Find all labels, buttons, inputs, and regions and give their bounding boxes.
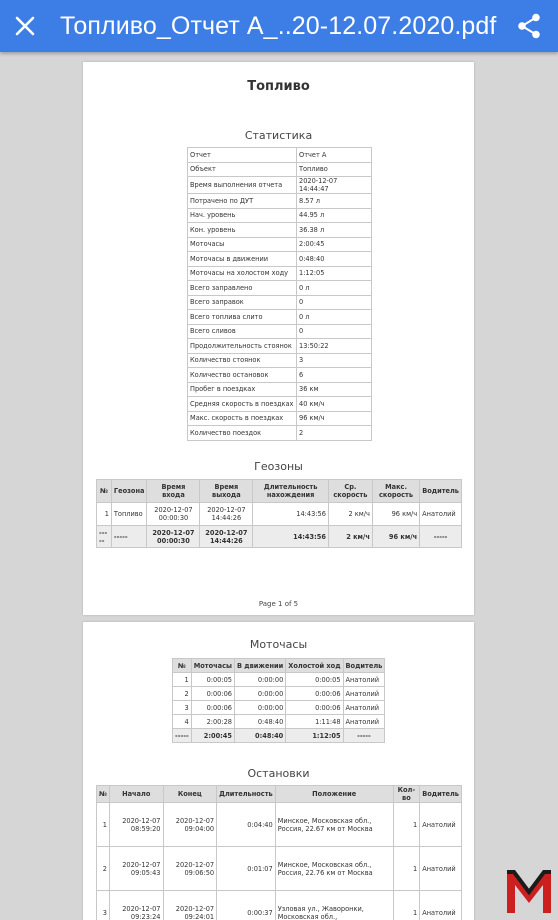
stops-header-cell: Начало: [109, 786, 163, 803]
stats-key: Всего сливов: [188, 324, 297, 339]
moto-cell: 4: [173, 715, 192, 729]
moto-cell: 0:48:40: [234, 715, 285, 729]
geo-cell: 14:43:56: [253, 503, 329, 526]
stats-value: Отчет А: [297, 148, 372, 163]
stats-key: Продолжительность стоянок: [188, 339, 297, 354]
moto-cell: 0:00:06: [191, 687, 234, 701]
stats-key: Всего топлива слито: [188, 310, 297, 325]
moto-cell: 0:00:00: [234, 673, 285, 687]
moto-cell: 2:00:28: [191, 715, 234, 729]
stops-cell: 0:00:37: [217, 891, 276, 920]
stats-value: 2: [297, 426, 372, 441]
stats-value: 0 л: [297, 310, 372, 325]
stats-value: 13:50:22: [297, 339, 372, 354]
stats-key: Отчет: [188, 148, 297, 163]
stops-cell: Минское, Московская обл., Россия, 22.67 км от Москва: [275, 803, 393, 847]
stats-key: Объект: [188, 162, 297, 177]
statistics-table: [187, 147, 372, 441]
moto-cell: 0:00:05: [286, 673, 343, 687]
table-row: [97, 803, 462, 847]
section-title-geozones: Геозоны: [254, 460, 303, 473]
stats-key: Пробег в поездках: [188, 382, 297, 397]
stats-row: [188, 411, 372, 426]
stats-row: [188, 324, 372, 339]
stops-header-cell: Конец: [163, 786, 217, 803]
section-title-stops: Остановки: [247, 767, 310, 780]
moto-cell: Анатолий: [343, 687, 385, 701]
pdf-page-2: [83, 622, 474, 920]
table-row: [173, 673, 385, 687]
stats-row: [188, 266, 372, 281]
stats-value: 96 км/ч: [297, 411, 372, 426]
geozones-table: [96, 479, 462, 548]
stops-header-cell: Длительность: [217, 786, 276, 803]
stats-key: Всего заправлено: [188, 281, 297, 296]
table-row: [173, 687, 385, 701]
geo-header-cell: №: [97, 480, 112, 503]
stats-value: 40 км/ч: [297, 397, 372, 412]
stats-row: [188, 426, 372, 441]
stats-value: 0 л: [297, 281, 372, 296]
geo-cell: Топливо: [111, 503, 147, 526]
geo-cell: 96 км/ч: [372, 503, 419, 526]
moto-header-cell: Холостой ход: [286, 659, 343, 673]
table-row: [173, 701, 385, 715]
stats-row: [188, 223, 372, 238]
geo-total-cell: -----: [420, 526, 462, 548]
pdf-viewer[interactable]: [0, 52, 558, 920]
document-title: Топливо_Отчет А_..20-12.07.2020.pdf: [60, 11, 497, 40]
moto-header-cell: В движении: [234, 659, 285, 673]
section-title-statistics: Статистика: [244, 129, 313, 142]
table-total-row: [173, 729, 385, 743]
doc-title: Топливо: [247, 79, 310, 94]
geo-header-cell: Ср. скорость: [328, 480, 372, 503]
stops-cell: Узловая ул., Жаворонки, Московская обл.,: [275, 891, 393, 920]
stats-key: Моточасы в движении: [188, 252, 297, 267]
geo-total-cell: 2 км/ч: [328, 526, 372, 548]
stops-cell: 1: [97, 803, 110, 847]
share-icon: [517, 13, 541, 39]
stats-row: [188, 353, 372, 368]
stops-header-cell: Водитель: [420, 786, 462, 803]
geo-total-cell: 14:43:56: [253, 526, 329, 548]
stats-row: [188, 295, 372, 310]
moto-cell: 0:00:00: [234, 687, 285, 701]
stats-row: [188, 382, 372, 397]
stops-cell: 2020-12-07 09:05:43: [109, 847, 163, 891]
moto-total-cell: -----: [343, 729, 385, 743]
moto-total-cell: 1:12:05: [286, 729, 343, 743]
stats-key: Всего заправок: [188, 295, 297, 310]
stops-cell: 2020-12-07 09:04:00: [163, 803, 217, 847]
stats-value: 0: [297, 295, 372, 310]
stats-value: 6: [297, 368, 372, 383]
stats-value: 2020-12-07 14:44:47: [297, 177, 372, 194]
moto-cell: Анатолий: [343, 715, 385, 729]
moto-cell: 0:00:06: [191, 701, 234, 715]
page-footer: Page 1 of 5: [258, 600, 299, 608]
stats-row: [188, 310, 372, 325]
stats-row: [188, 177, 372, 194]
section-title-motohours: Моточасы: [249, 638, 308, 651]
stats-value: 0: [297, 324, 372, 339]
stats-key: Макс. скорость в поездках: [188, 411, 297, 426]
moto-cell: 3: [173, 701, 192, 715]
geo-header-cell: Время выхода: [200, 480, 253, 503]
stats-key: Нач. уровень: [188, 208, 297, 223]
stats-row: [188, 397, 372, 412]
stats-key: Потрачено по ДУТ: [188, 194, 297, 209]
stops-cell: 2020-12-07 08:59:20: [109, 803, 163, 847]
moto-header-cell: №: [173, 659, 192, 673]
moto-cell: 1:11:48: [286, 715, 343, 729]
stops-cell: 1: [393, 803, 420, 847]
stops-cell: 0:04:40: [217, 803, 276, 847]
moto-cell: 0:00:06: [286, 701, 343, 715]
geo-header-cell: Водитель: [420, 480, 462, 503]
stats-key: Количество остановок: [188, 368, 297, 383]
geo-total-cell: -----: [111, 526, 147, 548]
geo-total-cell: 2020-12-07 14:44:26: [200, 526, 253, 548]
stops-cell: 2020-12-07 09:23:24: [109, 891, 163, 920]
stats-row: [188, 339, 372, 354]
stats-row: [188, 194, 372, 209]
moto-total-cell: 2:00:45: [191, 729, 234, 743]
watermark-logo: [504, 868, 554, 916]
moto-cell: 0:00:00: [234, 701, 285, 715]
stats-row: [188, 252, 372, 267]
moto-cell: Анатолий: [343, 701, 385, 715]
stops-cell: 1: [393, 891, 420, 920]
geo-header-cell: Время входа: [147, 480, 200, 503]
geo-cell: 2020-12-07 14:44:26: [200, 503, 253, 526]
moto-cell: 0:00:06: [286, 687, 343, 701]
stats-value: Топливо: [297, 162, 372, 177]
stats-value: 1:12:05: [297, 266, 372, 281]
stats-key: Моточасы: [188, 237, 297, 252]
stats-row: [188, 281, 372, 296]
stops-cell: 1: [393, 847, 420, 891]
table-row: [97, 847, 462, 891]
moto-header-cell: Моточасы: [191, 659, 234, 673]
stops-cell: 3: [97, 891, 110, 920]
stats-row: [188, 162, 372, 177]
geo-header-cell: Геозона: [111, 480, 147, 503]
moto-total-cell: -----: [173, 729, 192, 743]
stats-value: 2:00:45: [297, 237, 372, 252]
stops-cell: 2020-12-07 09:06:50: [163, 847, 217, 891]
stats-key: Средняя скорость в поездках: [188, 397, 297, 412]
stats-row: [188, 368, 372, 383]
geo-header-cell: Макс. скорость: [372, 480, 419, 503]
geo-total-cell: -----: [97, 526, 112, 548]
stats-row: [188, 208, 372, 223]
moto-cell: Анатолий: [343, 673, 385, 687]
stops-cell: Анатолий: [420, 847, 462, 891]
stops-cell: 2: [97, 847, 110, 891]
stops-cell: 0:01:07: [217, 847, 276, 891]
geo-total-cell: 96 км/ч: [372, 526, 419, 548]
stops-cell: 2020-12-07 09:24:01: [163, 891, 217, 920]
stops-header-cell: №: [97, 786, 110, 803]
stops-cell: Минское, Московская обл., Россия, 22.76 км от Москва: [275, 847, 393, 891]
moto-cell: 1: [173, 673, 192, 687]
geo-cell: 2 км/ч: [328, 503, 372, 526]
close-button[interactable]: [0, 0, 50, 52]
stats-row: [188, 237, 372, 252]
geo-total-cell: 2020-12-07 00:00:30: [147, 526, 200, 548]
stops-cell: Анатолий: [420, 891, 462, 920]
stats-value: 44.95 л: [297, 208, 372, 223]
close-icon: [15, 16, 35, 36]
stats-key: Моточасы на холостом ходу: [188, 266, 297, 281]
geo-cell: Анатолий: [420, 503, 462, 526]
motohours-table: [172, 658, 385, 743]
table-total-row: [97, 526, 462, 548]
stats-row: [188, 148, 372, 163]
stops-header-cell: Кол-во: [393, 786, 420, 803]
table-row: [97, 891, 462, 920]
stats-value: 36 км: [297, 382, 372, 397]
stats-key: Кон. уровень: [188, 223, 297, 238]
stats-value: 3: [297, 353, 372, 368]
table-row: [97, 503, 462, 526]
stats-key: Количество стоянок: [188, 353, 297, 368]
stops-header-cell: Положение: [275, 786, 393, 803]
stops-cell: Анатолий: [420, 803, 462, 847]
moto-cell: 2: [173, 687, 192, 701]
stats-value: 0:48:40: [297, 252, 372, 267]
stats-value: 36.38 л: [297, 223, 372, 238]
moto-header-cell: Водитель: [343, 659, 385, 673]
stops-table: [96, 785, 462, 920]
pdf-page-1: [83, 62, 474, 615]
geo-header-cell: Длительность нахождения: [253, 480, 329, 503]
stats-key: Количество поездок: [188, 426, 297, 441]
app-bar: [0, 0, 558, 52]
share-button[interactable]: [500, 0, 558, 52]
geo-cell: 1: [97, 503, 112, 526]
moto-cell: 0:00:05: [191, 673, 234, 687]
stats-value: 8.57 л: [297, 194, 372, 209]
stats-key: Время выполнения отчета: [188, 177, 297, 194]
moto-total-cell: 0:48:40: [234, 729, 285, 743]
table-row: [173, 715, 385, 729]
geo-cell: 2020-12-07 00:00:30: [147, 503, 200, 526]
